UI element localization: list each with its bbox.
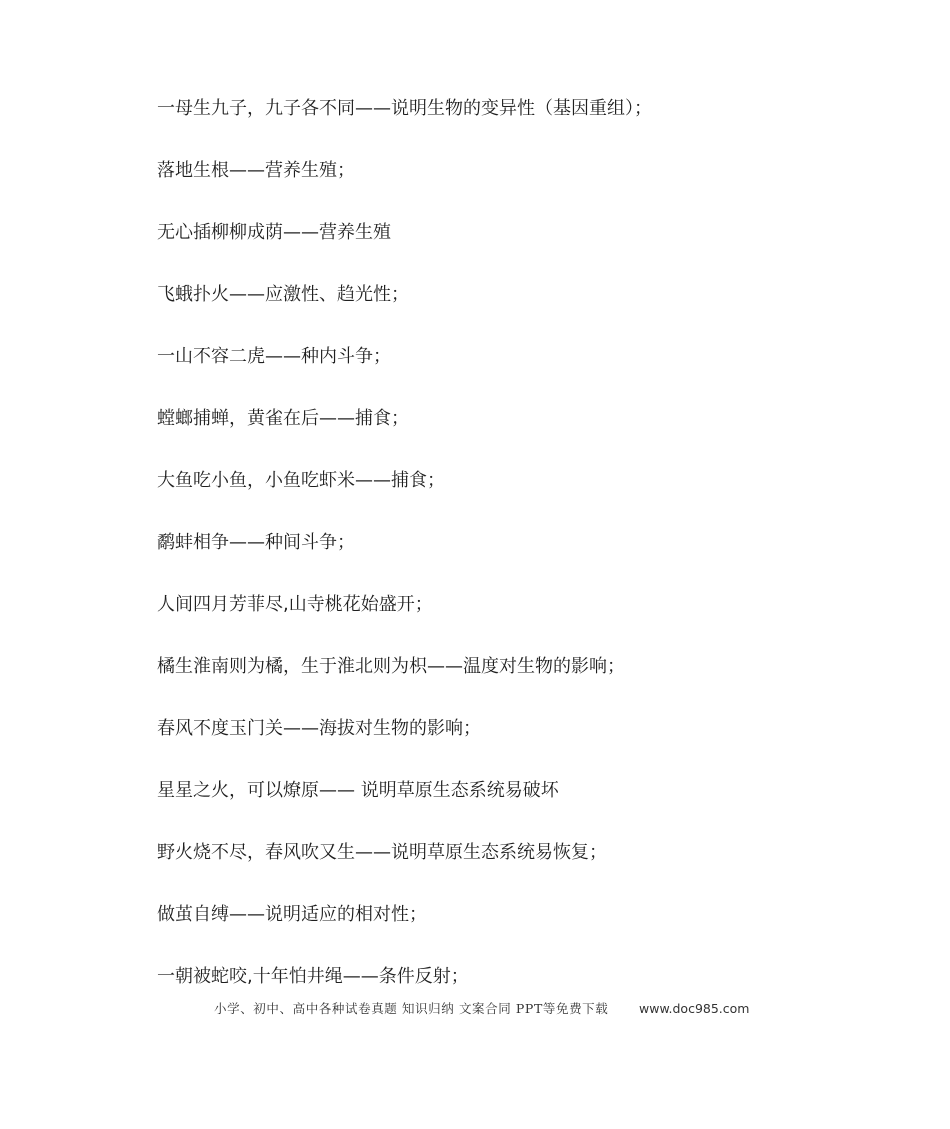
text-line: 做茧自缚——说明适应的相对性； (157, 904, 427, 925)
text-line: 人间四月芳菲尽,山寺桃花始盛开； (157, 594, 433, 615)
text-line: 一母生九子，九子各不同——说明生物的变异性（基因重组）； (157, 98, 652, 119)
text-line: 星星之火，可以燎原—— 说明草原生态系统易破坏 (157, 780, 559, 801)
footer-text: 小学、初中、高中各种试卷真题 知识归纳 文案合同 PPT等免费下载 (214, 1001, 609, 1016)
text-line: 春风不度玉门关——海拔对生物的影响； (157, 718, 481, 739)
text-line: 一山不容二虎——种内斗争； (157, 346, 391, 367)
text-line: 鹬蚌相争——种间斗争； (157, 532, 355, 553)
text-line: 一朝被蛇咬,十年怕井绳——条件反射； (157, 966, 469, 987)
text-line: 落地生根——营养生殖； (157, 160, 355, 181)
text-body (157, 94, 877, 1024)
text-line: 飞蛾扑火——应激性、趋光性； (157, 284, 409, 305)
footer-url: www.doc985.com (639, 1001, 750, 1016)
text-line: 橘生淮南则为橘，生于淮北则为枳——温度对生物的影响； (157, 656, 625, 677)
text-line: 无心插柳柳成荫——营养生殖 (157, 222, 391, 243)
text-line: 大鱼吃小鱼，小鱼吃虾米——捕食； (157, 470, 445, 491)
page-footer (0, 998, 950, 1020)
text-line: 螳螂捕蝉，黄雀在后——捕食； (157, 408, 409, 429)
text-line: 野火烧不尽，春风吹又生——说明草原生态系统易恢复； (157, 842, 607, 863)
